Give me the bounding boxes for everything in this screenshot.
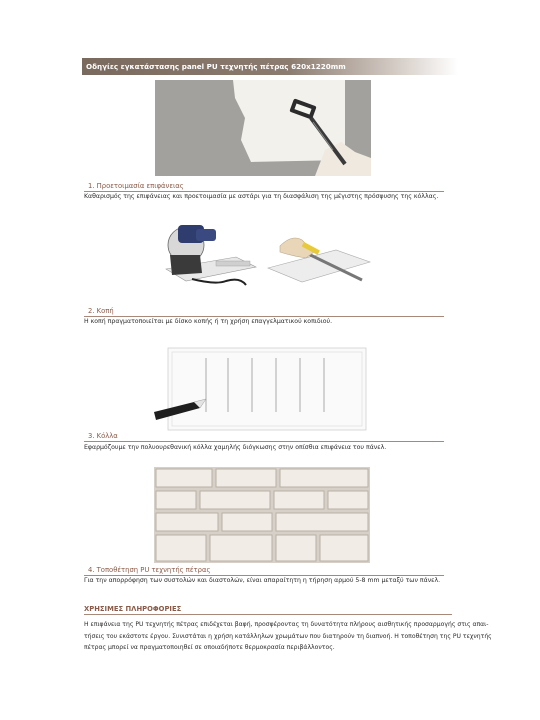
stone-wall-panel-icon [154, 467, 370, 563]
utility-knife-cutting-icon [266, 222, 372, 290]
step-heading-4: 4. Τοποθέτηση PU τεχνητής πέτρας [84, 566, 444, 576]
miter-saw-icon [156, 215, 260, 297]
info-heading: ΧΡΗΣΙΜΕΣ ΠΛΗΡΟΦΟΡΙΕΣ [84, 604, 452, 615]
glue-gun-on-panel-icon [154, 346, 368, 432]
document-title: Οδηγίες εγκατάστασης panel PU τεχνητής πέτρας 620x1220mm [82, 58, 458, 75]
step-text-1: Καθαρισμός της επιφάνειας και προετοιμασία με αστάρι για τη διασφάλιση της μέγιστης πρόσφυσης της κόλλας. [84, 193, 439, 200]
info-paragraph [84, 619, 492, 654]
info-line-1: Η επιφάνεια της PU τεχνητής πέτρας επιδέχεται βαφή, προσφέροντας τη δυνατότητα πλήρους αισθητικής προσαρμογής στις απαι- [84, 621, 489, 628]
step-heading-3: 3. Κόλλα [84, 432, 444, 442]
step-text-4: Για την απορρόφηση των συστολών και διαστολών, είναι απαραίτητη η τήρηση αρμού 5-8 mm μεταξύ των πάνελ. [84, 577, 441, 584]
info-line-2: τήσεις του εκάστοτε έργου. Συνιστάται η χρήση κατάλληλων χρωμάτων που διατηρούν τη διαπνοή. Η τοποθέτηση της PU τεχνητής [84, 632, 492, 640]
step-heading-2: 2. Κοπή [84, 307, 444, 317]
step-text-3: Εφαρμόζουμε την πολυουρεθανική κόλλα χαμηλής διόγκωσης στην οπίσθια επιφάνεια του πάνελ. [84, 444, 387, 451]
info-line-3: πέτρας μπορεί να πραγματοποιηθεί σε οποιαδήποτε θερμοκρασία περιβάλλοντος. [84, 644, 335, 651]
step-heading-1: 1. Προετοιμασία επιφάνειας [84, 182, 444, 192]
paint-roller-on-wall-icon [155, 80, 371, 176]
step-text-2: Η κοπή πραγματοποιείται με δίσκο κοπής ή τη χρήση επαγγελματικού κοπιδιού. [84, 318, 333, 325]
